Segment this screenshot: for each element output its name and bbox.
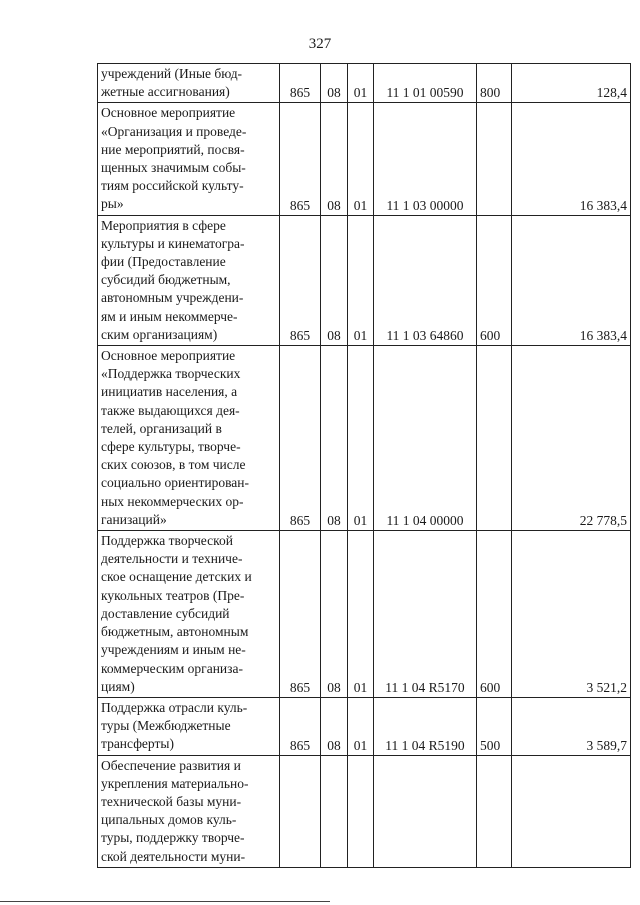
- row-target: 11 1 03 00000: [374, 103, 477, 215]
- row-sum: 3 589,7: [512, 697, 631, 755]
- row-code: 865: [280, 215, 321, 345]
- footer-rule: [0, 901, 330, 902]
- row-subsection: 01: [348, 64, 374, 103]
- row-name: Мероприятия в сфере культуры и кинематогра- фии (Предоставление субсидий бюджетным, автономным учреждени- ям и иным некоммерче- ским организациям): [98, 215, 280, 345]
- row-target: [374, 755, 477, 867]
- row-target: 11 1 04 R5170: [374, 531, 477, 698]
- row-section: 08: [321, 103, 348, 215]
- budget-table: [97, 63, 631, 868]
- row-section: 08: [321, 531, 348, 698]
- row-kind: [477, 103, 512, 215]
- row-subsection: [348, 755, 374, 867]
- row-section: 08: [321, 215, 348, 345]
- row-code: 865: [280, 103, 321, 215]
- row-code: 865: [280, 64, 321, 103]
- budget-table-body: [98, 64, 631, 868]
- row-target: 11 1 01 00590: [374, 64, 477, 103]
- row-code: 865: [280, 531, 321, 698]
- row-section: 08: [321, 697, 348, 755]
- row-kind: 800: [477, 64, 512, 103]
- table-row: [98, 346, 631, 531]
- row-sum: 3 521,2: [512, 531, 631, 698]
- row-sum: 128,4: [512, 64, 631, 103]
- row-target: 11 1 04 00000: [374, 346, 477, 531]
- row-sum: [512, 755, 631, 867]
- row-name: Основное мероприятие «Поддержка творческих инициатив населения, а также выдающихся дея- телей, организаций в сфере культуры, творче- ских союзов, в том числе социально ориентирован- ных некоммерческих ор- ганизаций»: [98, 346, 280, 531]
- row-section: [321, 755, 348, 867]
- table-row: [98, 215, 631, 345]
- row-name: учреждений (Иные бюд- жетные ассигнования): [98, 64, 280, 103]
- page-number: 327: [308, 36, 332, 52]
- row-sum: 16 383,4: [512, 215, 631, 345]
- row-kind: 600: [477, 531, 512, 698]
- row-kind: [477, 346, 512, 531]
- row-section: 08: [321, 64, 348, 103]
- row-code: 865: [280, 346, 321, 531]
- row-subsection: 01: [348, 346, 374, 531]
- row-code: [280, 755, 321, 867]
- row-kind: 600: [477, 215, 512, 345]
- row-kind: [477, 755, 512, 867]
- table-row: [98, 64, 631, 103]
- row-subsection: 01: [348, 215, 374, 345]
- table-row: [98, 697, 631, 755]
- row-name: Обеспечение развития и укрепления материально- технической базы муни- ципальных домов куль- туры, поддержку творче- ской деятельности муни-: [98, 755, 280, 867]
- table-row: [98, 531, 631, 698]
- row-target: 11 1 04 R5190: [374, 697, 477, 755]
- row-code: 865: [280, 697, 321, 755]
- row-name: Основное мероприятие «Организация и проведе- ние мероприятий, посвя- щенных значимым собы- тиям российской культу- ры»: [98, 103, 280, 215]
- row-subsection: 01: [348, 531, 374, 698]
- row-target: 11 1 03 64860: [374, 215, 477, 345]
- row-section: 08: [321, 346, 348, 531]
- row-name: Поддержка творческой деятельности и техниче- ское оснащение детских и кукольных театров (Пре- доставление субсидий бюджетным, автономным учреждениям и иным не- коммерческим организа- циям): [98, 531, 280, 698]
- row-subsection: 01: [348, 697, 374, 755]
- row-name: Поддержка отрасли куль- туры (Межбюджетные трансферты): [98, 697, 280, 755]
- row-sum: 16 383,4: [512, 103, 631, 215]
- row-sum: 22 778,5: [512, 346, 631, 531]
- row-subsection: 01: [348, 103, 374, 215]
- row-kind: 500: [477, 697, 512, 755]
- table-row: [98, 755, 631, 867]
- table-row: [98, 103, 631, 215]
